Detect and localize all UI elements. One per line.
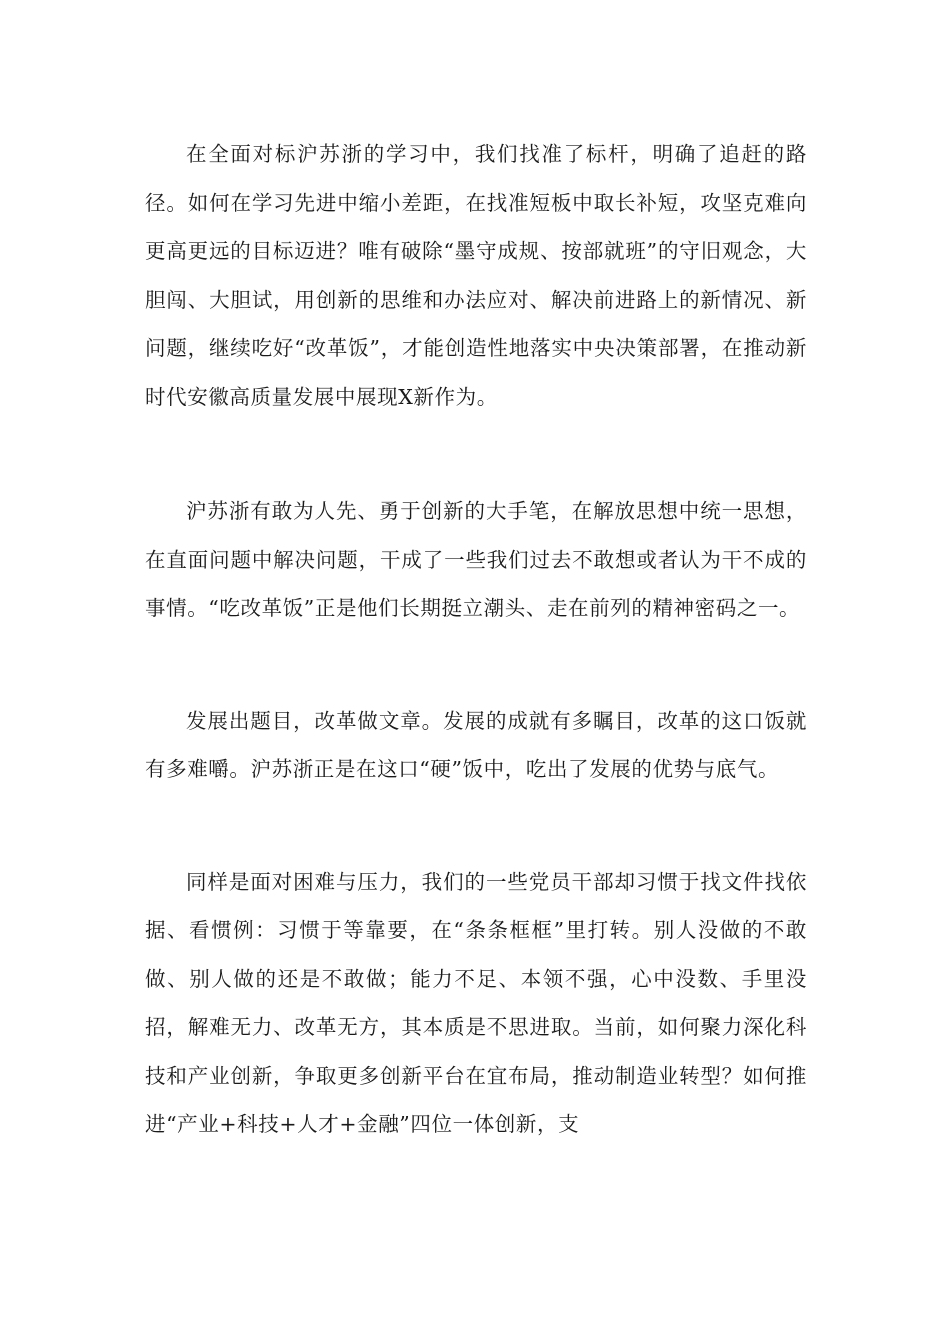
paragraph-3: 发展出题目，改革做文章。发展的成就有多瞩目，改革的这口饭就有多难嚼。沪苏浙正是在这口“硬”饭中，吃出了发展的优势与底气。 bbox=[145, 708, 807, 781]
document-body bbox=[145, 130, 807, 1149]
paragraph-4: 同样是面对困难与压力，我们的一些党员干部却习惯于找文件找依据、看惯例：习惯于等靠要，在“条条框框”里打转。别人没做的不敢做、别人做的还是不敢做；能力不足、本领不强，心中没数、手里没招，解难无力、改革无方，其本质是不思进取。当前，如何聚力深化科技和产业创新，争取更多创新平台在宜布局，推动制造业转型？如何推进“产业+科技+人才+金融”四位一体创新，支 bbox=[145, 869, 807, 1136]
paragraph-2: 沪苏浙有敢为人先、勇于创新的大手笔，在解放思想中统一思想，在直面问题中解决问题，干成了一些我们过去不敢想或者认为干不成的事情。“吃改革饭”正是他们长期挺立潮头、走在前列的精神密码之一。 bbox=[145, 499, 807, 620]
paragraph-1: 在全面对标沪苏浙的学习中，我们找准了标杆，明确了追赶的路径。如何在学习先进中缩小差距，在找准短板中取长补短，攻坚克难向更高更远的目标迈进？唯有破除“墨守成规、按部就班”的守旧观念，大胆闯、大胆试，用创新的思维和办法应对、解决前进路上的新情况、新问题，继续吃好“改革饭”，才能创造性地落实中央决策部署，在推动新时代安徽高质量发展中展现X新作为。 bbox=[145, 142, 807, 409]
